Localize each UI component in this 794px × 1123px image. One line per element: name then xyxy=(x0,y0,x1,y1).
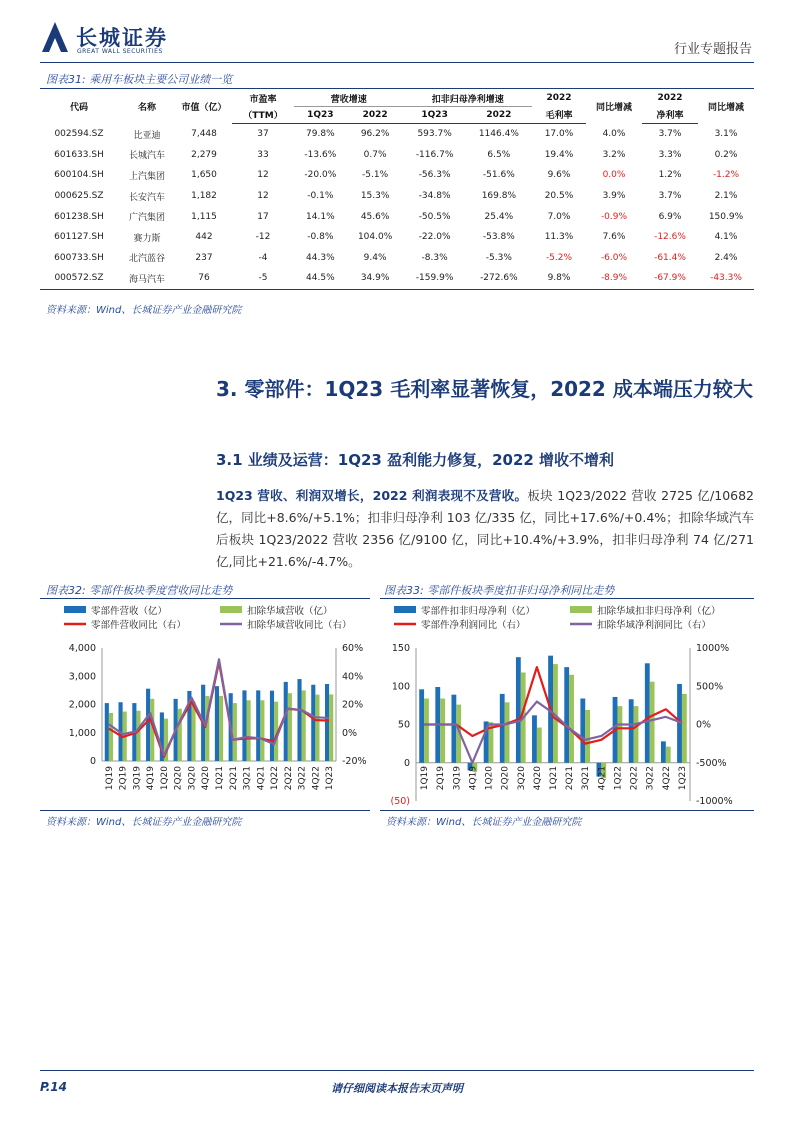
header-rule xyxy=(40,62,754,63)
cell-name: 比亚迪 xyxy=(133,130,161,141)
bar xyxy=(260,700,264,761)
cell-pe: -4 xyxy=(258,252,268,263)
x-tick-label: 1Q19 xyxy=(104,766,115,791)
bar xyxy=(532,715,537,762)
cell-np-q: -116.7% xyxy=(415,149,454,160)
cell-gm: 9.8% xyxy=(532,268,586,289)
bar xyxy=(516,657,521,763)
cell-gm-chg: -6.0% xyxy=(600,252,628,263)
bar xyxy=(585,710,590,763)
cell-mktcap: 1,115 xyxy=(191,211,217,222)
cell-np-q: -50.5% xyxy=(418,211,451,222)
chart33-caption: 图表33: 零部件板块季度扣非归母净利同比走势 xyxy=(384,584,615,597)
cell-np-q: -22.0% xyxy=(418,232,451,243)
bar xyxy=(682,694,687,763)
col-pe-sub: （TTM） xyxy=(232,107,294,124)
col-gm-yoy: 同比增减 xyxy=(595,103,632,114)
bar xyxy=(256,690,260,761)
y-tick-label: 0 xyxy=(89,756,96,767)
x-tick-label: 3Q22 xyxy=(645,766,656,791)
cell-nm-chg: 4.1% xyxy=(714,232,738,243)
cell-np-q: -56.3% xyxy=(418,170,451,181)
chart33-source: 资料来源：Wind、长城证券产业金融研究院 xyxy=(386,817,582,828)
cell-nm-chg: 2.4% xyxy=(714,252,738,263)
bar xyxy=(284,682,288,761)
cell-mktcap: 7,448 xyxy=(191,129,217,140)
cell-nm-chg: -1.2% xyxy=(712,170,740,181)
cell-np-y: 169.8% xyxy=(481,191,517,202)
y2-tick-label: -1000% xyxy=(696,796,733,807)
bar xyxy=(297,679,301,761)
y-tick-label: 150 xyxy=(391,643,410,654)
cell-code: 000572.SZ xyxy=(40,268,118,289)
bar xyxy=(315,695,319,761)
y-tick-label: 50 xyxy=(397,719,410,731)
cell-mktcap: 76 xyxy=(176,268,232,289)
bar xyxy=(661,741,666,762)
y2-tick-label: 500% xyxy=(696,681,724,693)
cell-nm: 3.3% xyxy=(658,149,682,160)
bar xyxy=(564,667,569,763)
x-tick-label: 4Q22 xyxy=(661,766,672,791)
bar xyxy=(451,695,456,763)
x-tick-label: 2Q21 xyxy=(565,766,576,791)
cell-pe: 12 xyxy=(257,170,269,181)
table-row xyxy=(40,186,754,207)
cell-np-y: 1146.4% xyxy=(478,129,519,140)
x-tick-label: 2Q22 xyxy=(283,766,294,791)
x-tick-label: 3Q20 xyxy=(516,766,527,791)
col-np-y: 2022 xyxy=(466,107,532,124)
bar xyxy=(109,713,113,761)
table-caption: 图表31: 乘用车板块主要公司业绩一览 xyxy=(46,73,233,86)
bar xyxy=(247,700,251,761)
bar xyxy=(645,663,650,762)
paragraph-lead: 1Q23 营收、利润双增长，2022 利润表现不及营收。 xyxy=(216,488,528,503)
cell-code: 600733.SH xyxy=(54,252,104,263)
x-tick-label: 4Q22 xyxy=(311,766,322,791)
cell-name: 北汽蓝谷 xyxy=(128,254,165,265)
legend-swatch xyxy=(570,606,592,613)
y2-tick-label: -500% xyxy=(696,757,727,769)
group-np-growth: 扣非归母净利增速 xyxy=(404,90,532,107)
cell-nm-chg: 2.1% xyxy=(714,191,738,202)
table-row xyxy=(40,165,754,186)
bar xyxy=(424,698,429,762)
bar xyxy=(500,694,505,763)
cell-name: 上汽集团 xyxy=(128,171,165,182)
cell-rev-q: 14.1% xyxy=(306,211,335,222)
bar xyxy=(288,693,292,761)
legend-swatch xyxy=(220,606,242,613)
cell-mktcap: 237 xyxy=(195,252,213,263)
col-rev-q: 1Q23 xyxy=(294,107,347,124)
company-logo-english: GREAT WALL SECURITIES xyxy=(77,48,163,55)
y2-tick-label: 40% xyxy=(342,671,364,683)
bar xyxy=(617,706,622,763)
bar xyxy=(629,699,634,762)
cell-rev-y: 15.3% xyxy=(360,191,390,202)
x-tick-label: 2Q20 xyxy=(500,766,511,791)
col-nm-yoy: 同比增减 xyxy=(707,103,744,114)
table-row xyxy=(40,268,754,289)
cell-nm-chg: 150.9% xyxy=(708,211,744,222)
col-pe: 市盈率 xyxy=(249,94,277,105)
legend-label: 扣除华域营收同比（右） xyxy=(247,620,352,631)
document-type: 行业专题报告 xyxy=(673,42,752,57)
cell-rev-q: -0.8% xyxy=(307,232,334,243)
cell-np-y: -51.6% xyxy=(482,170,515,181)
cell-nm-chg: 0.2% xyxy=(714,149,738,160)
legend-swatch xyxy=(394,606,416,613)
cell-code: 601127.SH xyxy=(54,232,104,243)
y-tick-label: 3,000 xyxy=(68,671,96,683)
cell-np-q: -34.8% xyxy=(418,191,451,202)
cell-gm: 9.6% xyxy=(547,170,571,181)
footer-disclaimer: 请仔细阅读本报告末页声明 xyxy=(331,1082,463,1095)
bar xyxy=(215,686,219,761)
bar xyxy=(191,702,195,761)
cell-gm-chg: 7.6% xyxy=(602,232,626,243)
x-tick-label: 4Q20 xyxy=(201,766,212,791)
cell-code: 000625.SZ xyxy=(54,191,104,202)
group-rev-growth: 营收增速 xyxy=(294,90,404,107)
chart32-caption: 图表32: 零部件板块季度营收同比走势 xyxy=(46,584,233,597)
x-tick-label: 2Q19 xyxy=(118,766,129,791)
table-row xyxy=(40,124,754,145)
cell-nm: 3.7% xyxy=(658,191,682,202)
cell-gm: 17.0% xyxy=(544,129,574,140)
x-tick-label: 4Q19 xyxy=(146,766,157,791)
x-tick-label: 3Q19 xyxy=(132,766,143,791)
bar xyxy=(419,689,424,762)
y-tick-label: 100 xyxy=(391,681,410,693)
cell-mktcap: 442 xyxy=(195,232,213,243)
chart33-top-rule xyxy=(380,598,754,599)
bar xyxy=(569,675,574,763)
col-code: 代码 xyxy=(69,103,88,114)
x-tick-label: 1Q20 xyxy=(159,766,170,791)
legend-swatch xyxy=(64,606,86,613)
y-tick-label: 0 xyxy=(403,757,410,769)
subsection-heading: 3.1 业绩及运营：1Q23 盈利能力修复，2022 增收不增利 xyxy=(216,451,615,469)
cell-code: 600104.SH xyxy=(54,170,104,181)
cell-np-y: 25.4% xyxy=(484,211,514,222)
bar xyxy=(311,685,315,761)
bar xyxy=(270,691,274,761)
cell-gm: 20.5% xyxy=(544,191,574,202)
y2-tick-label: 1000% xyxy=(696,643,730,654)
x-tick-label: 1Q19 xyxy=(420,766,431,791)
cell-np-y: -272.6% xyxy=(466,268,532,289)
x-tick-label: 3Q20 xyxy=(187,766,198,791)
col-gm: 2022 xyxy=(546,93,572,104)
cell-nm: -67.9% xyxy=(642,268,698,289)
y-tick-label: (50) xyxy=(390,796,410,807)
cell-gm-chg: 3.2% xyxy=(602,149,626,160)
x-tick-label: 1Q22 xyxy=(613,766,624,791)
legend-label: 扣除华域净利润同比（右） xyxy=(597,620,712,631)
x-tick-label: 1Q23 xyxy=(677,766,688,791)
cell-rev-y: 45.6% xyxy=(360,211,390,222)
cell-np-q: -8.3% xyxy=(421,252,448,263)
paragraph-body: 板块 1Q23/2022 营收 2725 亿/10682 亿，同比+8.6%/+5.1%；扣非归母净利 103 亿/335 亿，同比+17.6%/+0.4%；扣除华域汽车后板块 1Q23/2022 营收 2356 亿/9100 亿，同比+10.4%/+3.9%，扣非归母净利 74 亿/271 亿,同比+21.6%/-4.7%。 xyxy=(216,488,754,569)
cell-name: 海马汽车 xyxy=(118,268,176,289)
legend-label: 零部件净利润同比（右） xyxy=(421,620,526,631)
legend-label: 零部件营收（亿） xyxy=(91,606,168,617)
x-tick-label: 1Q21 xyxy=(549,766,559,791)
table-row xyxy=(40,227,754,248)
bar xyxy=(505,702,510,762)
x-tick-label: 1Q21 xyxy=(215,766,225,791)
col-nm: 2022 xyxy=(657,93,683,104)
x-tick-label: 4Q20 xyxy=(532,766,543,791)
chart32-source: 资料来源：Wind、长城证券产业金融研究院 xyxy=(46,817,242,828)
cell-gm-chg: 0.0% xyxy=(602,170,626,181)
cell-nm-chg: 3.1% xyxy=(714,129,738,140)
x-tick-label: 4Q21 xyxy=(597,766,608,791)
x-tick-label: 1Q20 xyxy=(484,766,495,791)
cell-gm: -5.2% xyxy=(545,252,573,263)
x-tick-label: 2Q22 xyxy=(629,766,640,791)
cell-nm: -12.6% xyxy=(654,232,686,243)
cell-rev-y: 0.7% xyxy=(363,149,387,160)
bar xyxy=(136,711,140,761)
cell-gm-chg: 3.9% xyxy=(602,191,626,202)
y2-tick-label: 60% xyxy=(342,643,364,654)
legend-label: 扣除华域扣非归母净利（亿） xyxy=(597,606,721,617)
cell-nm-chg: -43.3% xyxy=(698,268,754,289)
cell-np-y: -5.3% xyxy=(485,252,512,263)
cell-gm: 7.0% xyxy=(547,211,571,222)
cell-gm: 19.4% xyxy=(544,149,574,160)
section-heading: 3. 零部件：1Q23 毛利率显著恢复，2022 成本端压力较大 xyxy=(216,377,753,401)
cell-nm: 1.2% xyxy=(658,170,682,181)
x-tick-label: 2Q20 xyxy=(173,766,184,791)
bar xyxy=(325,684,329,761)
cell-rev-y: 96.2% xyxy=(360,129,390,140)
cell-code: 601238.SH xyxy=(54,211,104,222)
y-tick-label: 4,000 xyxy=(68,643,96,654)
cell-code: 002594.SZ xyxy=(54,129,104,140)
x-tick-label: 2Q19 xyxy=(436,766,447,791)
bar xyxy=(302,690,306,761)
col-gm-sub: 毛利率 xyxy=(532,107,586,124)
cell-rev-y: 9.4% xyxy=(363,252,387,263)
col-np-q: 1Q23 xyxy=(404,107,466,124)
x-tick-label: 3Q21 xyxy=(242,766,253,791)
cell-gm: 11.3% xyxy=(544,232,574,243)
cell-mktcap: 1,650 xyxy=(191,170,217,181)
table-row xyxy=(40,145,754,166)
col-rev-y: 2022 xyxy=(347,107,404,124)
y-tick-label: 2,000 xyxy=(68,699,96,711)
cell-np-y: 6.5% xyxy=(487,149,511,160)
cell-rev-q: 79.8% xyxy=(306,129,335,140)
cell-np-q: -159.9% xyxy=(404,268,466,289)
col-name: 名称 xyxy=(137,103,156,114)
cell-rev-q: 44.5% xyxy=(294,268,347,289)
y2-tick-label: 20% xyxy=(342,699,364,711)
bar xyxy=(105,703,109,761)
y-tick-label: 1,000 xyxy=(68,727,96,739)
cell-rev-y: -5.1% xyxy=(362,170,389,181)
x-tick-label: 3Q19 xyxy=(452,766,463,791)
col-nm-sub: 净利率 xyxy=(642,107,698,124)
chart33-bottom-rule xyxy=(380,810,754,811)
y2-tick-label: 0% xyxy=(342,727,358,739)
x-tick-label: 3Q21 xyxy=(581,766,592,791)
chart32-revenue-yoy xyxy=(40,600,380,810)
y2-tick-label: -20% xyxy=(342,756,367,767)
bar xyxy=(146,689,150,761)
bar xyxy=(219,696,223,761)
cell-np-y: -53.8% xyxy=(482,232,515,243)
chart32-top-rule xyxy=(40,598,370,599)
cell-gm-chg: -8.9% xyxy=(586,268,642,289)
bar xyxy=(666,747,671,763)
x-tick-label: 1Q22 xyxy=(270,766,281,791)
cell-nm: -61.4% xyxy=(654,252,686,263)
bar xyxy=(233,703,237,761)
x-tick-label: 4Q21 xyxy=(256,766,267,791)
cell-pe: -5 xyxy=(232,268,294,289)
cell-rev-y: 104.0% xyxy=(357,232,393,243)
cell-nm: 3.7% xyxy=(658,129,682,140)
bar xyxy=(634,706,639,763)
cell-pe: -12 xyxy=(255,232,271,243)
cell-mktcap: 1,182 xyxy=(191,191,217,202)
table-top-rule xyxy=(40,88,754,89)
cell-rev-q: -0.1% xyxy=(307,191,334,202)
body-paragraph xyxy=(216,485,754,573)
cell-name: 广汽集团 xyxy=(128,213,165,224)
x-tick-label: 4Q19 xyxy=(468,766,479,791)
table-source: 资料来源：Wind、长城证券产业金融研究院 xyxy=(46,305,242,316)
bar xyxy=(329,694,333,761)
y2-tick-label: 0% xyxy=(696,719,712,731)
bar xyxy=(242,690,246,761)
cell-code: 601633.SH xyxy=(54,149,104,160)
bar xyxy=(650,682,655,763)
x-tick-label: 3Q22 xyxy=(297,766,308,791)
cell-rev-q: -13.6% xyxy=(304,149,337,160)
cell-mktcap: 2,279 xyxy=(191,149,217,160)
legend-label: 零部件营收同比（右） xyxy=(91,620,187,631)
bar xyxy=(440,698,445,762)
cell-nm: 6.9% xyxy=(658,211,682,222)
cell-gm-chg: -0.9% xyxy=(600,211,628,222)
cell-gm-chg: 4.0% xyxy=(602,129,626,140)
x-tick-label: 1Q23 xyxy=(325,766,336,791)
legend-label: 零部件扣非归母净利（亿） xyxy=(421,606,536,617)
cell-rev-q: 44.3% xyxy=(306,252,335,263)
chart32-bottom-rule xyxy=(40,810,370,811)
cell-name: 长城汽车 xyxy=(128,151,165,162)
cell-rev-q: -20.0% xyxy=(304,170,337,181)
footer-rule xyxy=(40,1070,754,1071)
bar xyxy=(580,698,585,762)
x-tick-label: 2Q21 xyxy=(228,766,239,791)
cell-pe: 12 xyxy=(257,191,269,202)
table-row xyxy=(40,248,754,269)
chart33-profit-yoy xyxy=(380,600,754,810)
legend-label: 扣除华域营收（亿） xyxy=(247,606,333,617)
bar xyxy=(537,728,542,763)
cell-pe: 33 xyxy=(257,149,269,160)
cell-np-q: 593.7% xyxy=(417,129,452,140)
cell-pe: 17 xyxy=(257,211,269,222)
cell-pe: 37 xyxy=(257,129,269,140)
company-logo-text: 长城证券 xyxy=(76,25,168,50)
company-performance-table xyxy=(40,90,754,290)
company-logo-mark xyxy=(40,20,70,54)
cell-rev-y: 34.9% xyxy=(347,268,404,289)
table-row xyxy=(40,206,754,227)
col-mktcap: 市值（亿） xyxy=(181,103,227,114)
page-number: P.14 xyxy=(40,1080,67,1094)
cell-name: 赛力斯 xyxy=(133,233,161,244)
cell-name: 长安汽车 xyxy=(128,192,165,203)
